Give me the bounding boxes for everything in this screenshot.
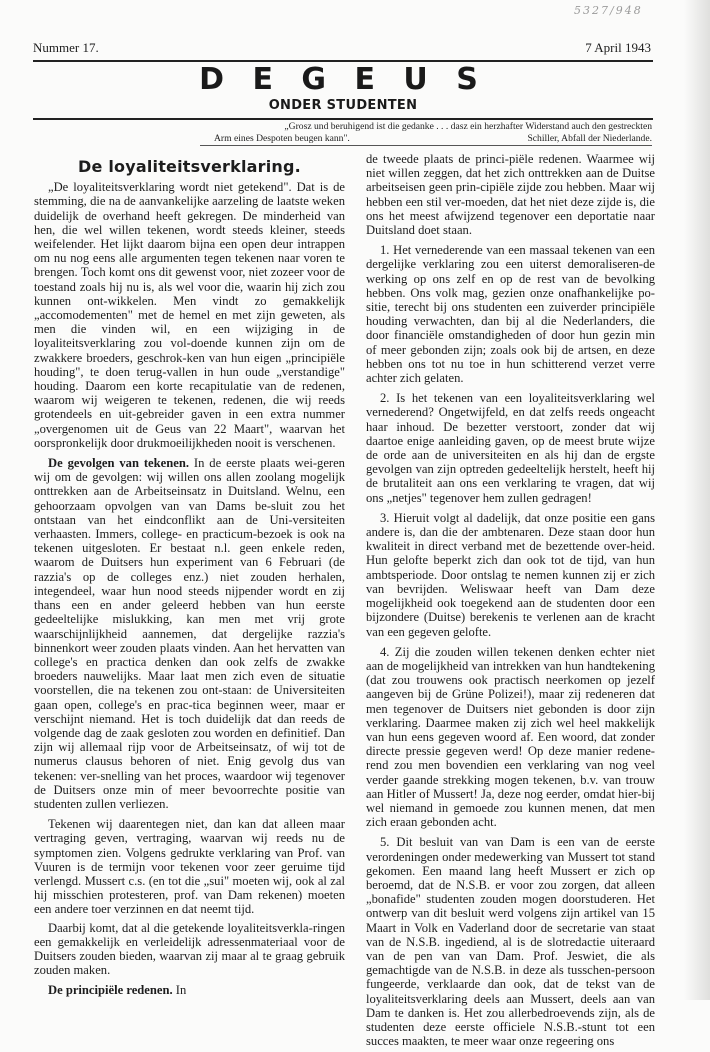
page-edge-shadow	[684, 0, 710, 1000]
motto-line-2: Arm eines Despoten beugen kann".	[214, 132, 350, 144]
motto-line-2-row	[214, 133, 652, 145]
motto-source: Schiller, Abfall der Niederlande.	[527, 132, 652, 144]
motto-line-1: „Grosz und beruhigend ist die gedanke . . . dasz ein herzhafter Widerstand auch den gestreckten	[284, 121, 652, 132]
header-rule-bottom	[33, 118, 653, 120]
article-column-right	[366, 152, 655, 1052]
numbered-point: 3. Hieruit volgt al dadelijk, dat onze positie een gans andere is, dan die der ambtenaren. Deze staan door hun kwaliteit in direct verband met de bezettende over-heid. Hun gelofte beperkt zich dan ook tot de tijd, van hun ambtsperiode. Door ontslag te nemen kunnen zij er zich van bevrijden. Weliswaar heeft van Dam deze mogelijkheid ook toegekend aan de studenten door een bijzondere (Duitse) berekenis te verlenen aan de kracht van een gegeven gelofte.	[366, 510, 655, 639]
section-body: In de eerste plaats wei-geren wij om de gevolgen: wij willen ons allen zoolang mogelijk onttrekken aan de Arbeitseinsatz in Duitsland. Welnu, een gehoorzaam opvolgen van van Dams be-sluit zou het ontstaan van het eindconflikt aan de Uni-versiteiten verhaasten. Immers, college- en practicum-bezoek is ook na tekenen uitgesloten. Er bestaat n.l. geen enkele reden, waarom de Duitsers hun experiment van 6 Februari (de razzia's op de colleges enz.) niet zouden herhalen, integendeel, waar hun nood steeds nijpender wordt en zij thans een en ander geleerd hebben van hun eerste gedeeltelijke mislukking, kan men met vrij grote waarschijnlijkheid aannemen, dat dergelijke razzia's binnenkort weer zouden plaats vinden. Aan het hervatten van college's en practica denken dan ook zelfs de zwakke broeders nauwelijks. Maar laat men zich even de situatie voorstellen, die na tekenen zou ont-staan: de Universiteiten gaan open, college's en prac-tica beginnen weer, maar er verschijnt niemand. Het is toch duidelijk dat dan reeds de volgende dag de zaak gesloten zou worden en definitief. Dan zijn wij allemaal rijp voor de Arbeitseinsatz, of wij tot de numerus clausus behoren of niet. Enig gevolg dus van tekenen: ver-snelling van het proces, waardoor wij tegenover de Duitsers onze min of meer bevoorrechte positie van studenten zullen verliezen.	[34, 456, 345, 811]
paragraph: Daarbij komt, dat al die getekende loyaliteitsverkla-ringen een gemakkelijk en verleidelijk adressenmateriaal voor de Duitsers zouden bieden, waarvan zij maar al te graag gebruik zouden maken.	[34, 920, 345, 978]
numbered-point: 5. Dit besluit van van Dam is een van de eerste verordeningen onder medewerking van Mussert tot stand gekomen. Een maand lang heeft Mussert er zich op beroemd, dat de N.S.B. er voor zou zorgen, dat alleen „bonafide" studenten zouden mogen doorstuderen. Het ontwerp van dit besluit werd volgens zijn artikel van 15 Maart in Volk en Vaderland door de secretarie van staat van de N.S.B. ingediend, al is de slotredactie uiteraard van de pen van van Dam. Prof. Jeswiet, die als gemachtigde van de N.S.B. in deze als tusschen-persoon fungeerde, verklaarde dan ook, dat de tekst van de loyaliteitsverklaring deels aan Mussert, deels aan van Dam te danken is. Het zou allerbedroevends zijn, als de studenten deze eerste officiele N.S.B.-stunt tot een succes maakten, te meer waar onze regeering ons	[366, 835, 655, 1049]
archive-handwritten-mark: 5327/948	[574, 4, 643, 17]
motto-rule	[200, 145, 652, 146]
numbered-point: 1. Het vernederende van een massaal tekenen van een dergelijke verklaring zou een uiterst demoraliseren-de werking op ons zelf en op de rest van de bevolking hebben. Ons volk mag, gezien onze onafhankelijke po-sitie, terecht bij ons studenten een zuiverder principiële houding verwachten, dan bij al die Nederlanders, die door financiële omstandigheden of door hun gezin min of meer gebonden zijn; zoals ook bij de artsen, en deze hebben ons tot nu toe in hun schitterend verzet verre achter zich gelaten.	[366, 243, 655, 386]
issue-date: 7 April 1943	[585, 40, 651, 55]
masthead-title: D E G E U S	[199, 62, 487, 97]
section-heading: De principiële redenen.	[48, 983, 173, 998]
section-principles	[34, 983, 345, 997]
article-column-left	[34, 152, 345, 1002]
numbered-point: 2. Is het tekenen van een loyaliteitsverklaring wel vernederend? Ongetwijfeld, en dat zelfs reeds ongeacht haar inhoud. De bezetter verstoort, zonder dat wij daartoe enige aanleiding gaven, op de meest brute wijze de orde aan de universiteiten en als hij dan de ergste gevolgen van zijn optreden gedeeltelijk herstelt, heeft hij de brutaliteit aan ons een verklaring te vragen, dat wij ons „netjes" tegenover hem zullen gedragen!	[366, 391, 655, 505]
section-principles-continued: de tweede plaats de princi-piële redenen. Waarmee wij niet willen zeggen, dat het zich onttrekken aan de Duitse arbeitseisen geen prin-cipiële zijde zou hebben. Maar wij hebben een stil ver-moeden, dat het niet deze zijde is, die ons het meest afwijzend tegenover een deportatie naar Duitsland doet staan.	[366, 152, 655, 238]
issue-header	[33, 40, 651, 56]
article-title: De loyaliteitsverklaring.	[78, 157, 301, 176]
masthead-subtitle: ONDER STUDENTEN	[268, 98, 418, 113]
issue-number: Nummer 17.	[33, 40, 99, 55]
section-consequences	[34, 456, 345, 811]
numbered-point: 4. Zij die zouden willen tekenen denken echter niet aan de mogelijkheid van intrekken van hun handtekening (dat zou trouwens ook practisch neerkomen op jezelf aangeven bij de Grüne Polizei!), maar zij redeneren dat men tegenover de Duitsers niet gebonden is door zijn verklaring. Daarmee maken zij zich wel heel makkelijk van hun eens gegeven woord af. Een woord, dat zonder directe pressie gegeven werd! Op deze manier redene-rend zou men bovendien een verklaring van nog veel verder gaande strekking mogen tekenen, b.v. van trouw aan Hitler of Mussert! Ja, deze nog eerder, omdat hier-bij wel niemand in gemoede zou kunnen menen, dat men zich eraan gebonden acht.	[366, 644, 655, 830]
motto-quote	[214, 121, 652, 144]
article-intro: „De loyaliteitsverklaring wordt niet getekend". Dat is de stemming, die na de aanvankelijke aarzeling de laatste weken duidelijk de overhand heeft gekregen. De minderheid van hen, die wel willen tekenen, wordt steeds kleiner, steeds weifelender. Het lijkt daarom bijna een open deur intrappen om nu nog eens alle argumenten tegen tekenen naar voren te brengen. Toch komt ons dit gewenst voor, niet zozeer voor de toestand zoals hij nu is, als wel voor die, waarin hij zich zou kunnen ont-wikkelen. Men vindt zo gemakkelijk „accomodementen" met de hemel en met zijn geweten, als men die vinden wil, en een wijziging in de loyaliteitsverklaring zou vol-doende kunnen zijn om de zwakkere broeders, geschrok-ken van hun eigen „principiële houding", te doen terug-vallen in hun oude „verstandige" houding. Daarom een korte recapitulatie van de redenen, waarom wij weigeren te tekenen, redenen, die wij reeds grotendeels en uit-gebreider gaven in een extra nummer „overgenomen uit de Geus van 22 Maart", waarvan het oorspronkelijk door drukmoeilijkheden nooit is verschenen.	[34, 180, 345, 450]
section-heading: De gevolgen van tekenen.	[48, 456, 189, 471]
paragraph: Tekenen wij daarentegen niet, dan kan dat alleen maar vertraging geven, vertraging, waarvan wij reeds nu de symptomen zien. Volgens gedrukte verklaring van Prof. van Vuuren is de termijn voor tekenen voor zeer geruime tijd verlengd. Mussert c.s. (en tot die „sui" moeten wij, ook al zal hij misschien protesteren, prof. van Dam rekenen) moeten een andere toer verzinnen en dat neemt tijd.	[34, 817, 345, 917]
section-body: In	[175, 983, 187, 998]
